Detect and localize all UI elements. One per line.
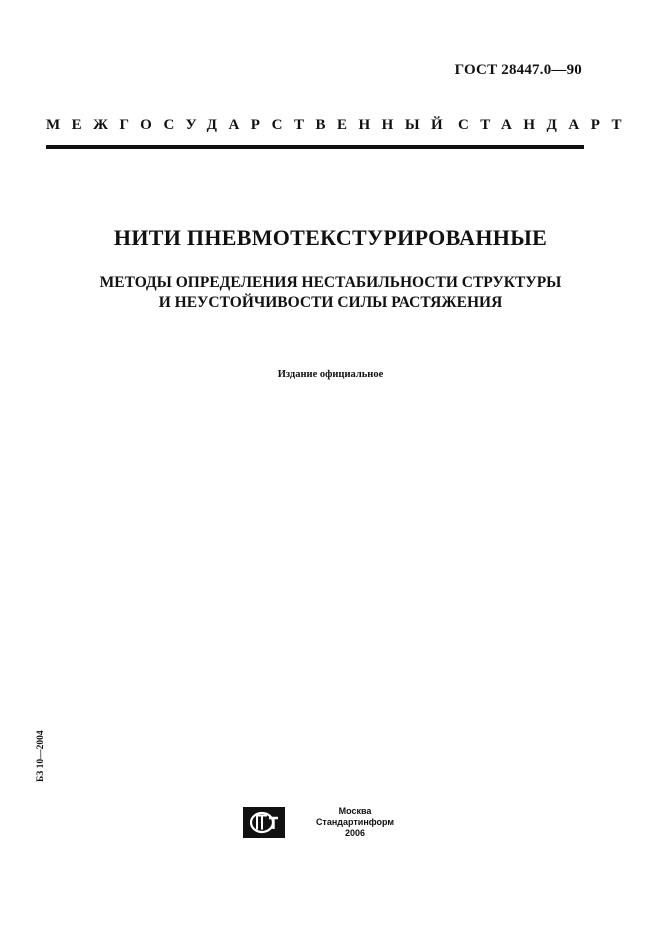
- side-code: БЗ 10—2004: [36, 730, 46, 782]
- header-divider: [46, 145, 584, 149]
- subtitle-line-2: И НЕУСТОЙЧИВОСТИ СИЛЫ РАСТЯЖЕНИЯ: [158, 294, 503, 311]
- subtitle-line-1: МЕТОДЫ ОПРЕДЕЛЕНИЯ НЕСТАБИЛЬНОСТИ СТРУКТУРЫ: [99, 274, 562, 291]
- publisher-block: [300, 806, 410, 839]
- publisher-city: Москва: [338, 806, 372, 816]
- standard-type-heading: [46, 117, 634, 134]
- publisher-name: Стандартинформ: [315, 817, 395, 827]
- page-subtitle: [0, 273, 661, 313]
- standard-type-word-2: СТАНДАРТ: [457, 117, 634, 133]
- document-number: ГОСТ 28447.0—90: [454, 62, 582, 78]
- standartinform-logo-icon: [243, 807, 285, 838]
- standard-type-word-1: МЕЖГОСУДАРСТВЕННЫЙ: [46, 117, 455, 133]
- publisher-year: 2006: [344, 828, 366, 838]
- page-title: НИТИ ПНЕВМОТЕКСТУРИРОВАННЫЕ: [113, 225, 548, 250]
- edition-label: Издание официальное: [277, 369, 384, 380]
